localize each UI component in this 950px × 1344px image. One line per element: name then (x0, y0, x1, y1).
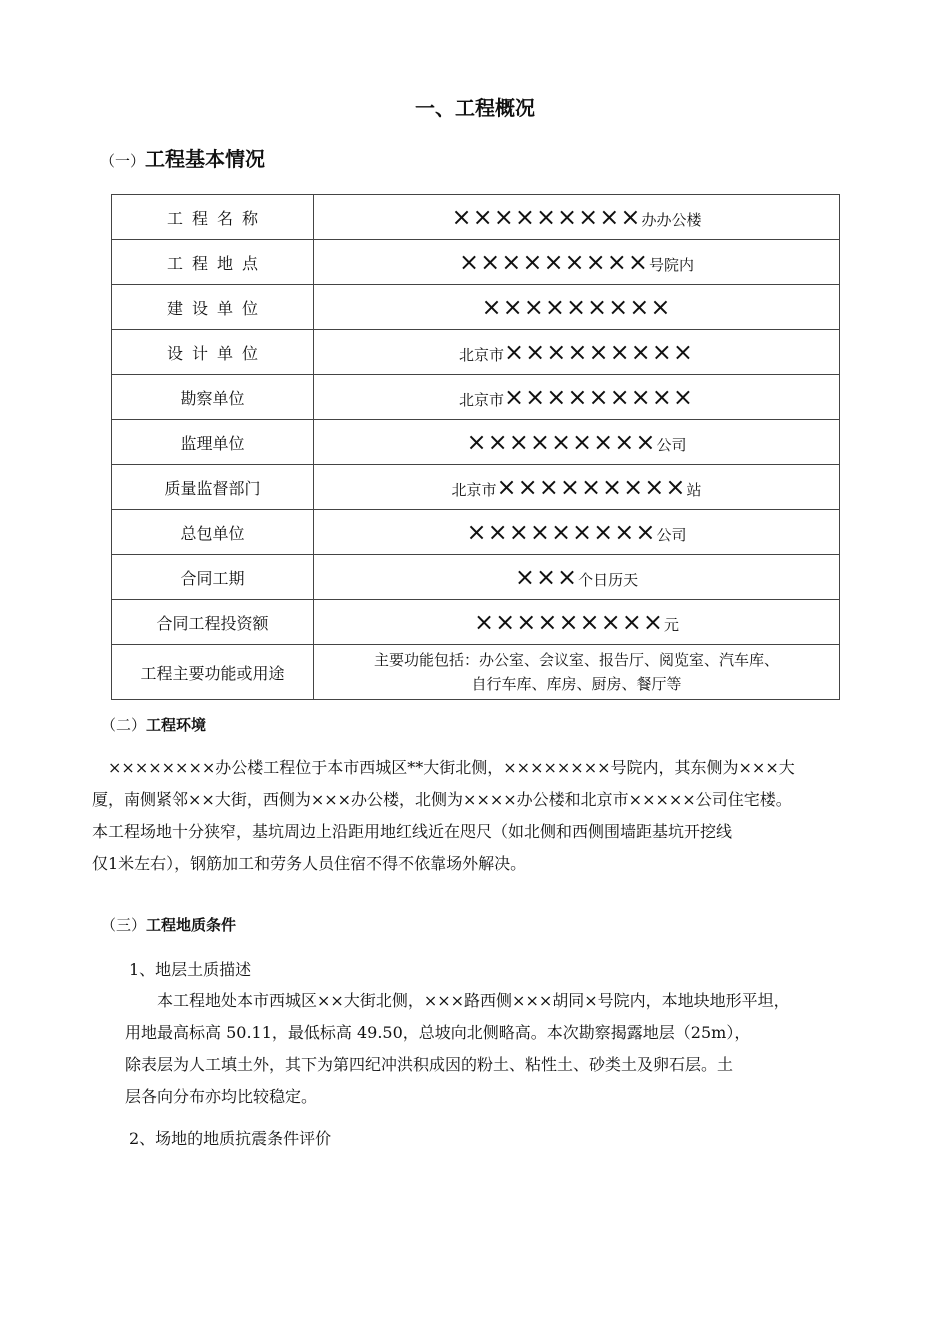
row-label: 监理单位 (112, 420, 314, 465)
table-row (112, 645, 840, 700)
section-3-paragraph (125, 985, 870, 1113)
table-row (112, 195, 840, 240)
row-label: 工程名称 (112, 195, 314, 240)
value-prefix: 北京市 (459, 346, 505, 364)
project-info-table (111, 194, 840, 700)
row-label: 合同工程投资额 (112, 600, 314, 645)
row-value (314, 510, 840, 555)
value-suffix: 站 (686, 481, 702, 499)
row-label: 设计单位 (112, 330, 314, 375)
section-2-prefix: （二） (101, 716, 147, 734)
redacted-text: ××× (514, 563, 579, 591)
row-label: 合同工期 (112, 555, 314, 600)
para-line: 本工程场地十分狭窄，基坑周边上沿距用地红线近在咫尺（如北侧和西侧围墙距基坑开挖线 (92, 822, 733, 841)
value-suffix: 号院内 (648, 256, 694, 274)
table-row (112, 420, 840, 465)
table-row (112, 600, 840, 645)
section-2-heading (101, 714, 206, 735)
redacted-text: ××××××××× (459, 248, 649, 276)
redacted-text: ××××××××× (451, 203, 642, 231)
row-label: 质量监督部门 (112, 465, 314, 510)
redacted-text: ××××××××× (466, 428, 657, 456)
para-line: 用地最高标高 50.11，最低标高 49.50，总坡向北侧略高。本次勘察揭露地层（25m）， (125, 1023, 751, 1042)
row-value (314, 420, 840, 465)
row-value (314, 555, 840, 600)
para-line: 仅1米左右），钢筋加工和劳务人员住宿不得不依靠场外解决。 (92, 854, 527, 873)
value-prefix: 北京市 (451, 481, 497, 499)
redacted-text: ××××××××× (466, 518, 657, 546)
subsection-1-heading: 1、地层土质描述 (129, 960, 252, 979)
row-value (314, 285, 840, 330)
para-line: 厦，南侧紧邻××大街，西侧为×××办公楼，北侧为××××办公楼和北京市×××××公司住宅楼。 (92, 790, 792, 809)
para-line: 层各向分布亦均比较稳定。 (125, 1087, 318, 1106)
row-value (314, 375, 840, 420)
redacted-text: ××××××××× (474, 608, 664, 636)
row-value (314, 465, 840, 510)
row-label: 建设单位 (112, 285, 314, 330)
redacted-text: ××××××××× (481, 293, 672, 321)
section-2-paragraph (92, 752, 862, 880)
table-row (112, 240, 840, 285)
redacted-text: ××××××××× (504, 383, 694, 411)
section-3-title: 工程地质条件 (146, 916, 237, 934)
main-title: 一、工程概况 (415, 96, 535, 120)
row-label: 工程地点 (112, 240, 314, 285)
row-value (314, 330, 840, 375)
table-row (112, 510, 840, 555)
row-value (314, 645, 840, 700)
section-1-heading (100, 143, 265, 172)
row-label: 勘察单位 (112, 375, 314, 420)
section-3-heading (101, 914, 236, 935)
row-value (314, 240, 840, 285)
row-label: 工程主要功能或用途 (112, 645, 314, 700)
table-row (112, 555, 840, 600)
table-row (112, 285, 840, 330)
value-suffix: 个日历天 (578, 571, 639, 589)
function-line: 自行车库、库房、厨房、餐厅等 (471, 675, 682, 693)
value-suffix: 公司 (656, 436, 687, 454)
subsection-2-heading: 2、场地的地质抗震条件评价 (129, 1129, 332, 1148)
value-prefix: 北京市 (459, 391, 505, 409)
table-row (112, 330, 840, 375)
para-line: 除表层为人工填土外，其下为第四纪冲洪积成因的粉土、粘性土、砂类土及卵石层。土 (125, 1055, 734, 1074)
section-1-prefix: （一） (100, 152, 146, 170)
redacted-text: ××××××××× (504, 338, 694, 366)
para-line: ××××××××办公楼工程位于本市西城区**大街北侧，××××××××号院内，其东侧为×××大 (92, 758, 795, 777)
para-line: 本工程地处本市西城区××大街北侧，×××路西侧×××胡同×号院内，本地块地形平坦， (125, 991, 790, 1010)
row-value (314, 600, 840, 645)
section-2-title: 工程环境 (146, 716, 207, 734)
value-suffix: 公司 (656, 526, 687, 544)
section-1-title: 工程基本情况 (145, 147, 266, 171)
section-3-prefix: （三） (101, 916, 147, 934)
value-suffix: 元 (663, 616, 679, 634)
row-value (314, 195, 840, 240)
table-row (112, 465, 840, 510)
value-suffix: 办办公楼 (641, 211, 702, 229)
row-label: 总包单位 (112, 510, 314, 555)
function-line: 主要功能包括：办公室、会议室、报告厅、阅览室、汽车库、 (373, 651, 779, 669)
redacted-text: ××××××××× (496, 473, 687, 501)
table-row (112, 375, 840, 420)
